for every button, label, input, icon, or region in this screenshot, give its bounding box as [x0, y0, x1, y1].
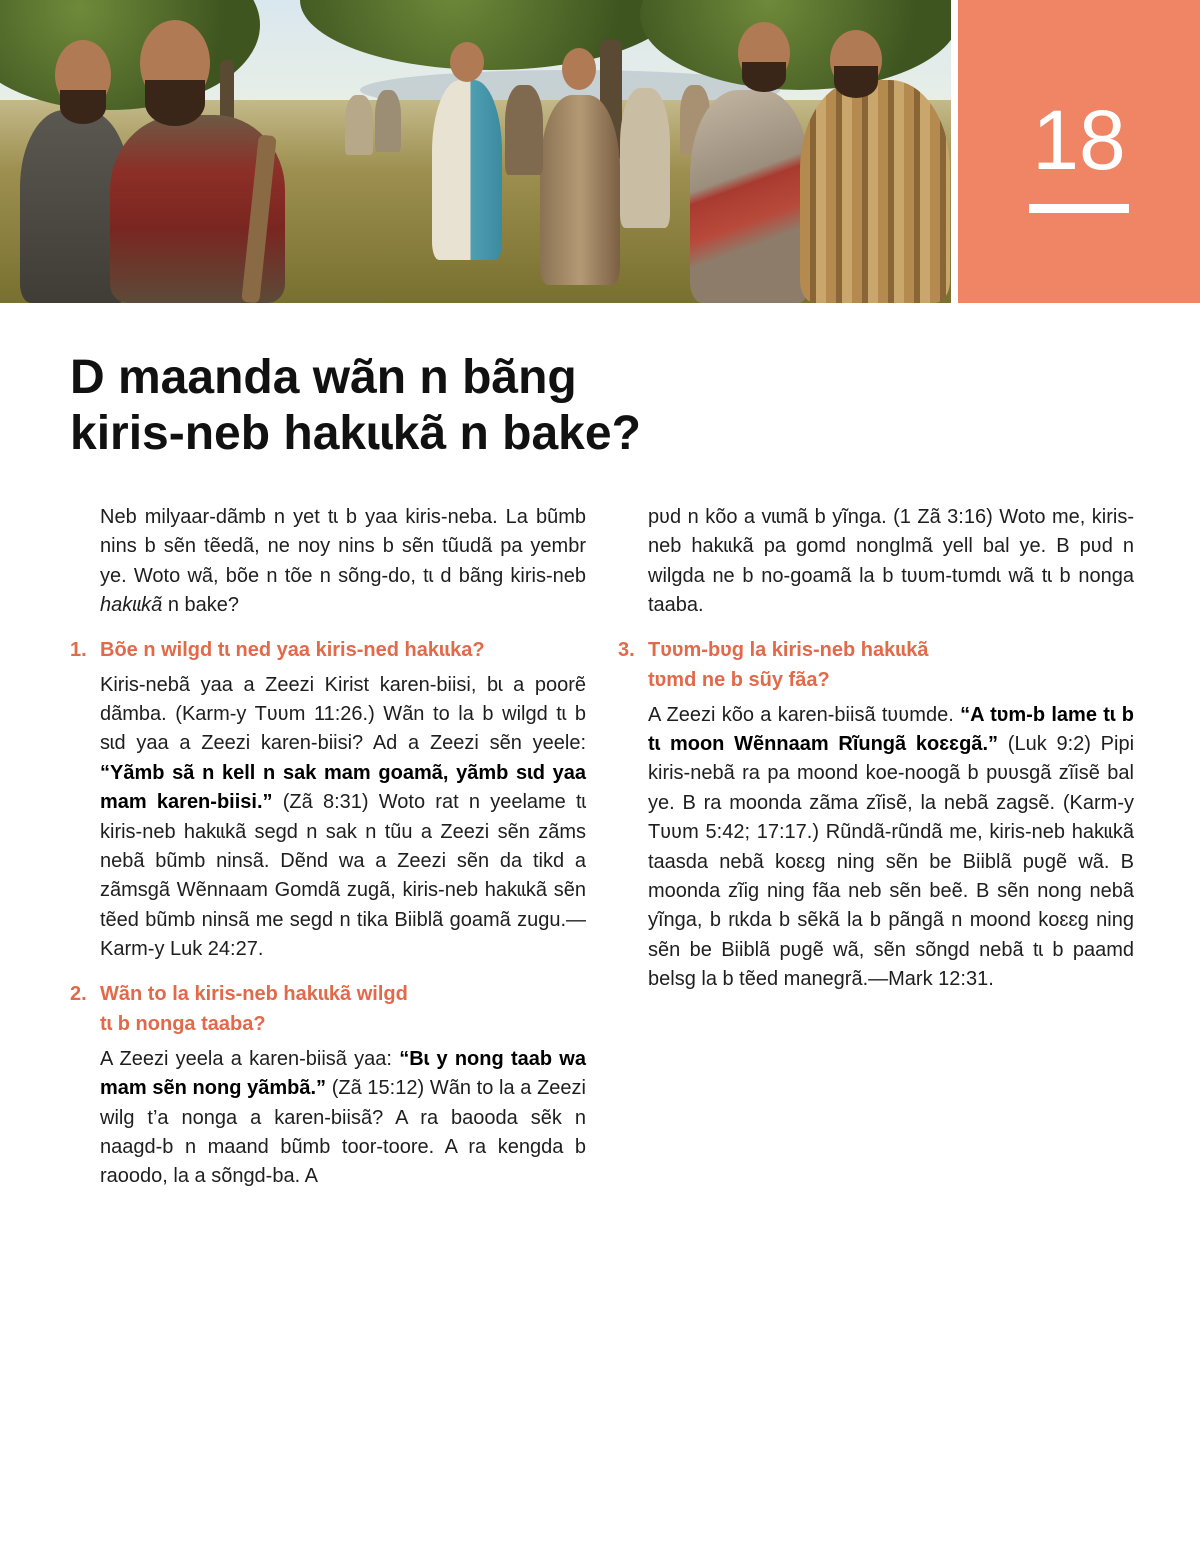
question-number: 1.: [70, 638, 87, 661]
figure-disciple: [620, 88, 670, 228]
intro-paragraph: Neb milyaar-dãmb n yet tɩ b yaa kiris-neba. La bũmb nins b sẽn tẽedã, ne noy nins b sẽn tũudã pa yembr ye. Woto wã, bõe n tõe n sõng-do, tɩ d bãng kiris-neb hakɩɩkã n bake?: [100, 506, 586, 617]
right-column: [618, 503, 1134, 995]
page-title: [70, 350, 830, 462]
question-number: 3.: [618, 638, 635, 661]
answer-paragraph: Kiris-nebã yaa a Zeezi Kirist karen-biisi, bɩ a poorẽ dãmba. (Karm-y Tʋʋm 11:26.) Wãn to la b wilgd tɩ b sɩd yaa a Zeezi karen-biisi? Ad a Zeezi sẽn yeele: “Yãmb sã n kell n sak mam goamã, yãmb sɩd yaa mam karen-biisi.” (Zã 8:31) Woto rat n yeelame tɩ kiris-neb hakɩɩkã segd n sak n tũu a Zeezi sẽn zãms nebã bũmb ninsã. Dẽnd wa a Zeezi sẽn da tikd a zãmsgã Wẽnnaam Gomdã zugã, kiris-neb hakɩɩkã sẽn tẽed bũmb ninsã me segd n tika Biiblã goamã zugu.—Karm-y Luk 24:27.: [100, 673, 587, 961]
header-illustration: [0, 0, 951, 303]
question-text: Wãn to la kiris-neb hakɩɩkã wilgd: [100, 982, 408, 1005]
figure-disciple-striped: [800, 80, 950, 303]
figure-background: [345, 95, 373, 155]
left-column: [70, 503, 586, 1192]
lesson-number-tab: [958, 0, 1200, 303]
page-title-line: D maanda wãn n bãng: [70, 351, 577, 404]
figure-beard: [60, 90, 106, 124]
question-text: Bõe n wilgd tɩ ned yaa kiris-ned hakɩɩka?: [100, 638, 485, 661]
figure-jesus: [432, 80, 502, 260]
figure-disciple: [505, 85, 543, 175]
page-title-line: kiris-neb hakɩɩkã n bake?: [70, 407, 641, 460]
figure-beard: [834, 66, 878, 98]
figure-disciple: [540, 95, 620, 285]
figure-background: [375, 90, 401, 152]
lesson-number-underline: [1029, 204, 1129, 213]
figure-head: [450, 42, 484, 82]
question-text: tɩ b nonga taaba?: [100, 1012, 266, 1035]
question-heading: [70, 979, 586, 1039]
lesson-number: 18: [1032, 93, 1126, 187]
answer-paragraph: A Zeezi yeela a karen-biisã yaa: “Bɩ y nong taab wa mam sẽn nong yãmbã.” (Zã 15:12) Wãn to la a Zeezi wilg t’a nonga a karen-biisã? A ra baooda sẽk n naagd-b n maand bũmb toor-toore. A ra kengda b raoodo, la a sõngd-ba. A: [100, 1047, 586, 1188]
question-text: Tʋʋm-bʋg la kiris-neb hakɩɩkã: [648, 638, 929, 661]
figure-disciple-red-sash: [690, 90, 810, 303]
figure-head: [562, 48, 596, 90]
answer-paragraph-continued: pʋd n kõo a vɩɩmã b yĩnga. (1 Zã 3:16) Woto me, kiris-neb hakɩɩkã pa gomd nonglmã yell bal ye. B pʋd n wilgda ne b no-goamã la b tʋʋm-tʋmdɩ wã tɩ b nonga taaba.: [648, 506, 1134, 617]
figure-beard: [742, 62, 786, 92]
question-heading: [70, 635, 586, 665]
question-number: 2.: [70, 982, 87, 1005]
question-text: tʋmd ne b sũy fãa?: [648, 668, 830, 691]
figure-beard: [145, 80, 205, 126]
question-heading: [618, 635, 1134, 695]
answer-paragraph: A Zeezi kõo a karen-biisã tʋʋmde. “A tʋm-b lame tɩ b tɩ moon Wẽnnaam Rĩungã koɛɛgã.” (Luk 9:2) Pipi kiris-nebã ra pa moond koe-noogã b pʋʋsgã zĩisẽ bal ye. B ra moonda zãma zĩisẽ, la nebã zagsẽ. (Karm-y Tʋʋm 5:42; 17:17.) Rũndã-rũndã me, kiris-neb hakɩɩkã taasda nebã koɛɛg ning sẽn be Biiblã pʋgẽ wã. B moonda zĩig ning fãa neb sẽn beẽ. B sẽn nong nebã yĩnga, b rɩkda b sẽkã la b pãngã n moond koɛɛg ning sẽn be Biiblã pʋgẽ wã, sẽn sõngd nebã tɩ b paamd belsg la b tẽed manegrã.—Mark 12:31.: [648, 703, 1135, 991]
